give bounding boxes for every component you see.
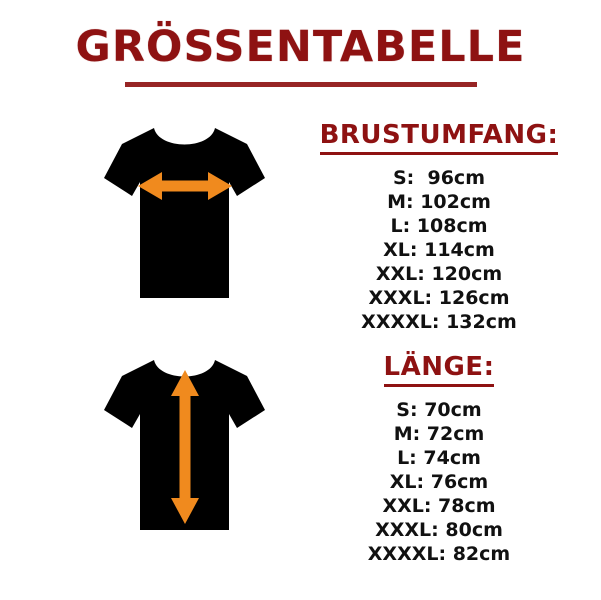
list-item: L: 108cm [390, 215, 488, 237]
list-item: L: 74cm [397, 447, 481, 469]
list-item: XXL: 78cm [382, 495, 496, 517]
length-info-column [300, 352, 578, 566]
list-item: XL: 114cm [383, 239, 495, 261]
length-heading-wrap [300, 352, 578, 389]
list-item: M: 102cm [387, 191, 491, 213]
chest-shirt-illustration [92, 120, 277, 320]
list-item: XXXXL: 82cm [367, 543, 511, 565]
chest-heading-wrap [300, 120, 578, 157]
list-item: XXL: 120cm [375, 263, 503, 285]
list-item: S: 96cm [392, 167, 485, 189]
title-block [0, 22, 601, 87]
title-underline [125, 82, 477, 87]
list-item: S: 70cm [396, 399, 482, 421]
section-chest [0, 120, 601, 350]
length-heading: LÄNGE: [384, 352, 495, 387]
list-item: XXXL: 80cm [375, 519, 503, 541]
chest-info-column [300, 120, 578, 334]
list-item: XL: 76cm [389, 471, 489, 493]
page-title: GRÖSSENTABELLE [75, 22, 526, 72]
tshirt-front-icon [92, 352, 277, 552]
chest-heading: BRUSTUMFANG: [320, 120, 559, 155]
list-item: XXXXL: 132cm [361, 311, 517, 333]
section-length [0, 352, 601, 582]
length-shirt-illustration [92, 352, 277, 552]
chest-size-list [300, 166, 578, 334]
list-item: M: 72cm [393, 423, 485, 445]
tshirt-front-icon [92, 120, 277, 320]
length-size-list [300, 398, 578, 566]
list-item: XXXL: 126cm [368, 287, 510, 309]
